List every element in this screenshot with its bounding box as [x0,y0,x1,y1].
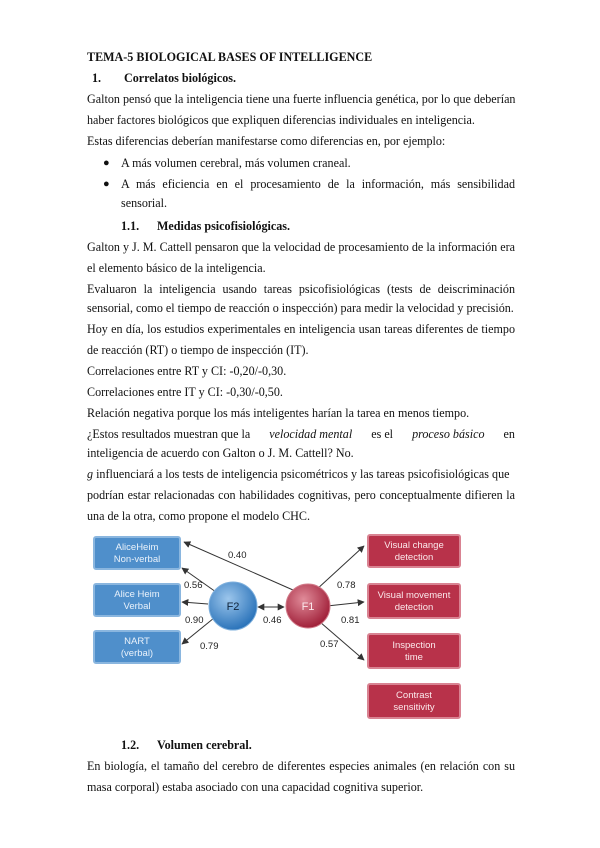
right-box-label: Inspection [392,640,436,651]
paragraph-7-line-1 [87,467,515,482]
question-line-1 [87,427,515,442]
factor-f1 [286,584,330,628]
paragraph-4-line-1: Evaluaron la inteligencia usando tareas psicofisiológicas (tests de deiscriminación [87,282,515,296]
question-pre: ¿Estos resultados muestran que la [87,427,251,441]
arrow-f1-to-visual-movement [327,602,364,606]
arrow-f2-to-alice-verbal [182,602,208,604]
left-box-label: NART [124,636,150,647]
question-post: en [503,427,515,441]
loading-label: 0.78 [337,580,356,591]
section-1-1-title: Medidas psicofisiológicas. [157,219,291,233]
right-box-label: Visual change [384,540,444,551]
right-box-label: detection [394,602,434,613]
right-box-contrast-sensitivity [368,684,460,718]
paragraph-5-line-2: de reacción (RT) o tiempo de inspección (IT). [87,343,309,357]
section-1-title: Correlatos biológicos. [124,71,236,85]
chc-model-diagram [88,532,488,722]
bullet-item-2-line-1: A más eficiencia en el procesamiento de la información, más sensibilidad [121,177,515,191]
bullet-marker: ● [103,178,110,190]
loading-label: 0.46 [263,615,282,626]
question-line-2: inteligencia de acuerdo con Galton o J. M. Cattell? No. [87,446,354,460]
question-emphasis-process: proceso básico [412,427,485,441]
factor-f2 [209,582,257,630]
paragraph-7-line-1-text: influenciará a los tests de inteligencia psicométricos y las tareas psicofisiológicas que [93,467,510,481]
section-1-2-number: 1.2. [121,738,140,752]
loading-label: 0.56 [184,580,203,591]
section-1-2-heading [121,738,549,753]
paragraph-3-line-1: Galton y J. M. Cattell pensaron que la velocidad de procesamiento de la información era [87,240,515,254]
correlation-rt: Correlaciones entre RT y CI: -0,20/-0,30. [87,364,287,378]
loading-label: 0.79 [200,641,219,652]
section-1-heading [92,71,520,86]
paragraph-6: Relación negativa porque los más inteligentes harían la tarea en menos tiempo. [87,406,470,420]
left-box-alice-heim-nonverbal [94,537,180,569]
paragraph-8-line-1: En biología, el tamaño del cerebro de diferentes especies animales (en relación con su [87,759,515,773]
question-emphasis-speed: velocidad mental [269,427,353,441]
loading-label: 0.40 [228,550,247,561]
right-box-label: Contrast [396,690,432,701]
right-box-label: detection [394,552,434,563]
section-1-number: 1. [92,71,102,85]
left-box-label: (verbal) [120,648,154,659]
question-mid: es el [371,427,394,441]
section-1-1-number: 1.1. [121,219,140,233]
section-1-1-heading [121,219,549,234]
paragraph-3-line-2: el elemento básico de la inteligencia. [87,261,266,275]
section-1-2-title: Volumen cerebral. [157,738,252,752]
paragraph-5-line-1: Hoy en día, los estudios experimentales en inteligencia usan tareas diferentes de tiempo [87,322,515,336]
bullet-item-2-line-2: sensorial. [121,196,168,210]
left-box-label: Verbal [123,601,151,612]
left-box-label: Non-verbal [113,554,161,565]
document-title: TEMA-5 BIOLOGICAL BASES OF INTELLIGENCE [87,50,373,64]
paragraph-7-line-3: una de la otra, como propone el modelo CHC. [87,509,311,523]
left-box-alice-heim-verbal [94,584,180,616]
right-box-visual-change [368,535,460,567]
right-box-visual-movement [368,584,460,618]
loading-label: 0.90 [185,615,204,626]
left-box-label: Alice Heim [114,589,160,600]
paragraph-2: Estas diferencias deberían manifestarse como diferencias en, por ejemplo: [87,134,446,148]
right-box-label: time [405,652,423,663]
right-box-inspection-time [368,634,460,668]
correlation-it: Correlaciones entre IT y CI: -0,30/-0,50. [87,385,283,399]
left-box-label: AliceHeim [115,542,159,553]
paragraph-1-line-1: Galton pensó que la inteligencia tiene una fuerte influencia genética, por lo que deberían [87,92,516,106]
bullet-marker: ● [103,157,110,169]
paragraph-4-line-2: sensorial, como el tiempo de reacción o inspección) para medir la velocidad y precisión. [87,301,514,315]
paragraph-7-line-2: podrían estar relacionadas con habilidades cognitivas, pero conceptualmente difieren la [87,488,515,502]
loading-label: 0.57 [320,639,339,650]
right-box-label: Visual movement [377,590,451,601]
right-box-label: sensitivity [393,702,435,713]
left-box-nart [94,631,180,663]
loading-label: 0.81 [341,615,360,626]
factor-f2-label: F2 [226,601,240,613]
factor-f1-label: F1 [301,601,315,613]
paragraph-1-line-2: haber factores biológicos que expliquen diferencias individuales en inteligencia. [87,113,475,127]
bullet-item-1: A más volumen cerebral, más volumen craneal. [121,156,351,170]
g-factor-letter: g [87,467,94,481]
paragraph-8-line-2: masa corporal) estaba asociado con una capacidad cognitiva superior. [87,780,424,794]
